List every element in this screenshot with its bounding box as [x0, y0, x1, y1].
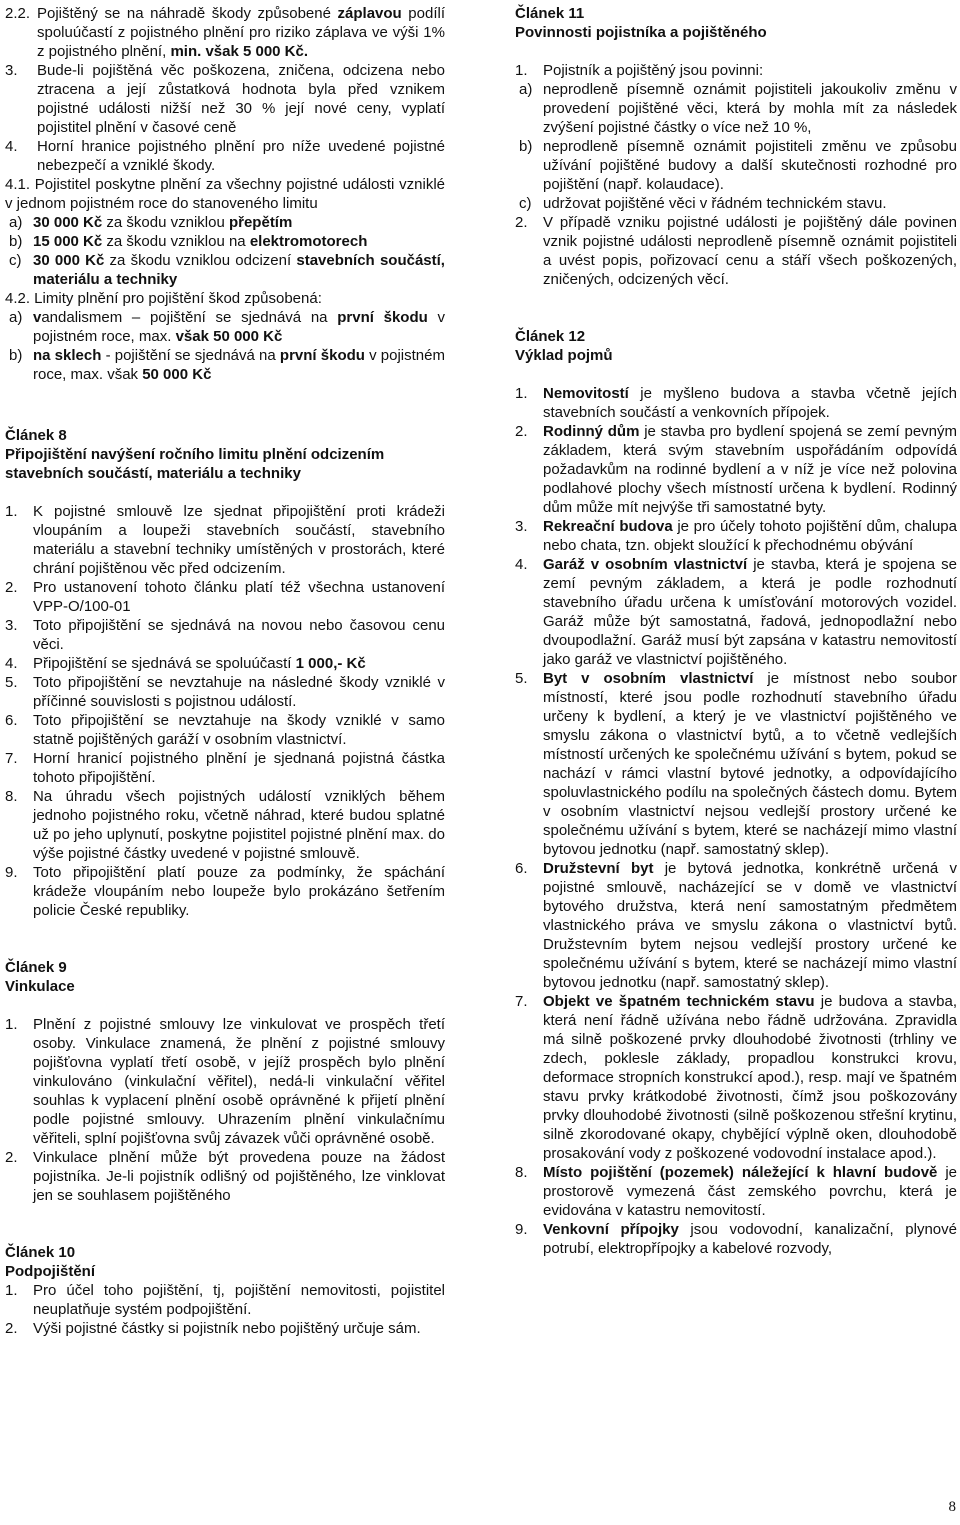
article-8-item: [5, 673, 445, 711]
item-letter: a): [9, 309, 23, 326]
item-text: Připojištění se sjednává se spoluúčastí 1 000,- Kč: [33, 655, 366, 672]
article-8-item: [5, 654, 445, 673]
item-text: Vinkulace plnění může být provedena pouze na žádost pojistníka. Je-li pojistník odlišný od pojištěného, lze vinklovat jen se souhlasem pojištěného: [33, 1149, 445, 1204]
item-letter: b): [519, 138, 533, 155]
item-number: 1.: [5, 1282, 18, 1299]
item-text: V případě vzniku pojistné události je pojištěný dále povinen vznik pojistné události neprodleně písemně oznámit pojistiteli a uvést popis, pořizovací cenu a stáří všech poškozených, zničených, odcizených věcí.: [543, 214, 957, 288]
limit-item-a: [5, 213, 445, 232]
article-8-item: [5, 502, 445, 578]
duty-item-a: [515, 80, 957, 137]
item-text: Byt v osobním vlastnictví je místnost nebo soubor místností, které jsou podle rozhodnutí stavebního úřadu určeny k bydlení, a který je ve vlastnictví pojištěného ve smyslu zákona o vlastnictví bytů, a to včetně vedlejších místností určených ke společnému užívání s bytem, pokud se nachází v rámci vlastní bytové jednotky, a odpovídajícího spoluvlastnického podílu na společných částech domu. Bytem v osobním vlastnictví nejsou vedlejší prostory určené ke společnému užívání s bytem, které se nacházejí mimo vlastní bytovou jednotku (např. samostatný sklep).: [543, 670, 957, 858]
definition-item: [515, 422, 957, 517]
item-number: 6.: [515, 860, 528, 877]
article-12-title: Článek 12: [515, 328, 586, 345]
article-8-item: [5, 749, 445, 787]
item-text: Družstevní byt je bytová jednotka, konkrétně určená v pojistné smlouvě, nacházející se v domě ve vlastnictví bytového družstva, která není samostatným předmětem vlastnického práva ve smyslu zákona o vlastnictví bytů. Družstevním bytem nejsou vedlejší prostory určené ke společnému užívání s bytem, které se nacházejí mimo vlastní bytovou jednotku (např. samostatný sklep).: [543, 860, 957, 991]
article-8-item: [5, 711, 445, 749]
item-number: 2.: [515, 214, 528, 231]
right-column: [515, 4, 957, 1258]
item-text: Pro účel toho pojištění, tj, pojištění nemovitosti, pojistitel neuplatňuje systém podpojištění.: [33, 1282, 445, 1318]
item-number: 1.: [5, 503, 18, 520]
paragraph-4-2: 4.2. Limity plnění pro pojištění škod způsobená:: [5, 290, 322, 307]
item-number: 6.: [5, 712, 18, 729]
article-10-subtitle: Podpojištění: [5, 1263, 95, 1280]
item-text: Pojistník a pojištěný jsou povinni:: [543, 62, 764, 79]
paragraph-2-2: [5, 4, 445, 61]
article-11-subtitle: Povinnosti pojistníka a pojištěného: [515, 24, 767, 41]
definition-item: [515, 992, 957, 1163]
item-text: Výši pojistné částky si pojistník nebo pojištěný určuje sám.: [33, 1320, 421, 1337]
item-letter: c): [9, 252, 22, 269]
item-text: Rodinný dům je stavba pro bydlení spojená se zemí pevným základem, která svým stavebním uspořádáním odpovídá požadavkům na rodinné bydlení a v níž je více než polovina podlahové plochy všech místností určena k bydlení. Rodinný dům může mít nejvýše tři samostatné byty.: [543, 423, 957, 516]
item-number: 4.: [515, 556, 528, 573]
item-text: Objekt ve špatném technickém stavu je budova a stavba, která není řádně užívána nebo řádně udržována. Zpravidla má silně poškozené prvky dlouhodobé životnosti (trhliny ve zdech, poklesle základy, propadlou konstrukci krovu, deformace stropních konstrukcí apod.), resp. mají ve špatném stavu prvky krátkodobé životnosti, čímž jsou poškozovány prvky dlouhodobé životnosti (silně poškozenou střešní krytinu, silně zkorodované okapy, chybějící výplně oken, dlouhodobě prosakování vody z poškozené vodovodní instalace apod.).: [543, 993, 958, 1162]
article-11-item-1: [515, 61, 957, 80]
item-number: 9.: [515, 1221, 528, 1238]
item-text: vandalismem – pojištění se sjednává na první škodu v pojistném roce, max. však 50 000 Kč: [33, 309, 446, 345]
item-text: na sklech - pojištění se sjednává na první škodu v pojistném roce, max. však 50 000 Kč: [33, 347, 445, 383]
item-number: 8.: [5, 788, 18, 805]
article-10-title: Článek 10: [5, 1244, 76, 1261]
article-8-item: [5, 863, 445, 920]
item-number: 2.: [5, 579, 18, 596]
definition-item: [515, 669, 957, 859]
article-8-title: Článek 8: [5, 427, 67, 444]
item-number: 4.: [5, 655, 18, 672]
item-text: 30 000 Kč za škodu vzniklou přepětím: [33, 214, 293, 231]
item-number: 3.: [5, 617, 18, 634]
item-text: neprodleně písemně oznámit pojistiteli jakoukoliv změnu v provedení pojištěné věci, která by mohla mít za následek zvýšení pojistné částky o více než 10 %,: [543, 81, 957, 136]
limit-item-vandalism: [5, 308, 445, 346]
item-text: Rekreační budova je pro účely tohoto pojištění dům, chalupa nebo chata, tzn. objekt sloužící k přechodnému obývání: [543, 518, 957, 554]
article-11-item-2: [515, 213, 957, 289]
paragraph-number: 4.: [5, 138, 18, 155]
item-number: 1.: [515, 385, 528, 402]
left-column: [5, 4, 445, 1338]
item-letter: a): [519, 81, 533, 98]
definition-item: [515, 517, 957, 555]
item-letter: c): [519, 195, 532, 212]
item-letter: b): [9, 347, 23, 364]
item-number: 5.: [5, 674, 18, 691]
item-number: 1.: [515, 62, 528, 79]
item-number: 3.: [515, 518, 528, 535]
limit-item-glass: [5, 346, 445, 384]
item-text: K pojistné smlouvě lze sjednat připojištění proti krádeži vloupáním a loupeži stavebních součástí, stavebního materiálu a stavební techniky umístěných v prostorách, které chrání pojištěnou věc před odcizením.: [33, 503, 445, 577]
item-text: Toto připojištění se nevztahuje na škody vzniklé v samo statně pojištěných garáží v osobním vlastnictví.: [33, 712, 445, 748]
paragraph-3: [5, 61, 445, 137]
paragraph-4: [5, 137, 445, 175]
article-10-item: [5, 1319, 445, 1338]
article-11-title: Článek 11: [515, 5, 585, 22]
item-text: udržovat pojištěné věci v řádném technickém stavu.: [543, 195, 887, 212]
article-8-item: [5, 616, 445, 654]
item-number: 5.: [515, 670, 528, 687]
item-letter: b): [9, 233, 23, 250]
item-text: Garáž v osobním vlastnictví je stavba, která je spojena se zemí pevným základem, a která je podle rozhodnutí stavebního úřadu určena k umísťování motorových vozidel. Garáž může být samostatná, řadová, jednopodlažní nebo dvoupodlažní. Garáž musí být zapsána v katastru nemovitostí jako garáž ve vlastnictví pojištěného.: [543, 556, 958, 668]
paragraph-4-1: 4.1. Pojistitel poskytne plnění za všechny pojistné události vzniklé v jednom pojistném roce do stanoveného limitu: [5, 176, 445, 212]
item-text: Místo pojištění (pozemek) náležející k hlavní budově je prostorově vymezená část zemského povrchu, která je evidována v katastru nemovitostí.: [543, 1164, 957, 1219]
article-12-subtitle: Výklad pojmů: [515, 347, 613, 364]
article-8-subtitle: Připojištění navýšení ročního limitu plnění odcizením stavebních součástí, materiálu a techniky: [5, 446, 385, 482]
definition-item: [515, 1220, 957, 1258]
definition-item: [515, 384, 957, 422]
article-8-item: [5, 787, 445, 863]
definition-item: [515, 555, 957, 669]
paragraph-text: Bude-li pojištěná věc poškozena, zničena, odcizena nebo ztracena a její zůstatková hodnota byla před vznikem pojistné události nižší než 30 % její nové ceny, vyplatí pojistitel plnění v časové ceně: [37, 62, 445, 136]
item-text: Venkovní přípojky jsou vodovodní, kanalizační, plynové potrubí, elektropřípojky a kabelové rozvody,: [543, 1221, 957, 1257]
definition-item: [515, 1163, 957, 1220]
duty-item-b: [515, 137, 957, 194]
definition-item: [515, 859, 957, 992]
item-number: 1.: [5, 1016, 18, 1033]
item-number: 2.: [5, 1149, 18, 1166]
item-text: Pro ustanovení tohoto článku platí též všechna ustanovení VPP-O/100-01: [33, 579, 445, 615]
item-number: 8.: [515, 1164, 528, 1181]
item-text: Toto připojištění se sjednává na novou nebo časovou cenu věci.: [33, 617, 445, 653]
page-number: 8: [948, 1499, 956, 1515]
item-text: Nemovitostí je myšleno budova a stavba včetně jejích stavebních součástí a venkovních přípojek.: [543, 385, 957, 421]
article-10-item: [5, 1281, 445, 1319]
item-text: Toto připojištění platí pouze za podmínky, že spáchání krádeže vloupáním nebo loupeže bylo prokázáno šetřením policie České republiky.: [33, 864, 445, 919]
limit-item-c: [5, 251, 445, 289]
article-9-title: Článek 9: [5, 959, 67, 976]
item-text: Plnění z pojistné smlouvy lze vinkulovat ve prospěch třetí osoby. Vinkulace znamená, že plnění z pojistné smlouvy pojišťovna vyplatí třetí osobě, v jejíž prospěch bylo plnění vinkulováno (vinkulační věřitel), nedá-li vinkulační věřitel souhlas k vyplacení plnění osobě oprávněné k přijetí plnění podle pojistné smlouvy. Uhrazením plnění vinkulačnímu věřiteli, splní pojišťovna svůj závazek vůči oprávněné osobě.: [33, 1016, 445, 1147]
item-number: 9.: [5, 864, 18, 881]
paragraph-number: 3.: [5, 62, 18, 79]
item-text: 15 000 Kč za škodu vzniklou na elektromotorech: [33, 233, 368, 250]
article-8-item: [5, 578, 445, 616]
item-text: Na úhradu všech pojistných událostí vzniklých během jednoho pojistného roku, včetně náhrad, které budou splatné už po jeho uplynutí, poskytne pojistitel pojistné plnění max. do výše pojistné částky uvedené v pojistné smlouvě.: [33, 788, 445, 862]
item-letter: a): [9, 214, 23, 231]
article-9-item: [5, 1148, 445, 1205]
item-number: 2.: [5, 1320, 18, 1337]
paragraph-number: 2.2.: [5, 5, 31, 22]
limit-item-b: [5, 232, 445, 251]
item-number: 7.: [515, 993, 528, 1010]
item-text: Toto připojištění se nevztahuje na následné škody vzniklé v příčinné souvislosti s pojistnou událostí.: [33, 674, 445, 710]
article-9-subtitle: Vinkulace: [5, 978, 75, 995]
paragraph-text: Pojištěný se na náhradě škody způsobené záplavou podílí spoluúčastí z pojistného plnění pro riziko záplava ve výši 1% z pojistného plnění, min. však 5 000 Kč.: [37, 5, 445, 60]
item-text: neprodleně písemně oznámit pojistiteli změnu ve způsobu užívání pojištěné budovy a další skutečnosti rozhodné pro pojištění (např. kolaudace).: [543, 138, 957, 193]
item-text: 30 000 Kč za škodu vzniklou odcizení stavebních součástí, materiálu a techniky: [33, 252, 445, 288]
item-number: 2.: [515, 423, 528, 440]
duty-item-c: [515, 194, 957, 213]
item-text: Horní hranicí pojistného plnění je sjednaná pojistná částka tohoto připojištění.: [33, 750, 445, 786]
article-9-item: [5, 1015, 445, 1148]
paragraph-text: Horní hranice pojistného plnění pro níže uvedené pojistné nebezpečí a vzniklé škody.: [37, 138, 445, 174]
item-number: 7.: [5, 750, 18, 767]
